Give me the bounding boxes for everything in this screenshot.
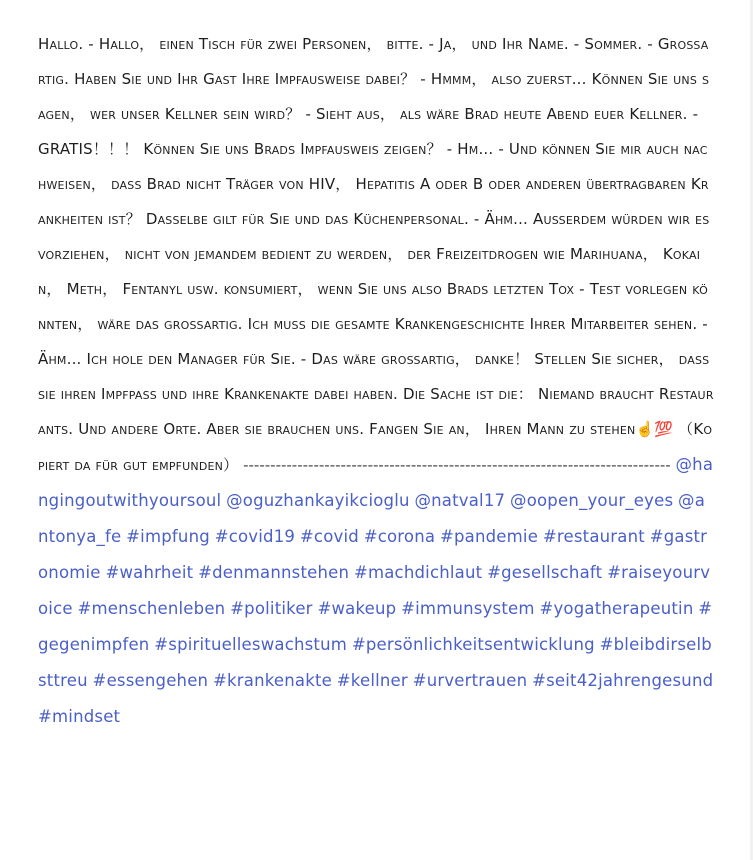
hashtag-link[interactable]: #wakeup: [317, 599, 397, 618]
hashtag-link[interactable]: #politiker: [230, 599, 313, 618]
separator-line: -------------------------------------------------------------------------------: [243, 456, 671, 474]
hashtag-link[interactable]: #machdichlaut: [353, 563, 483, 582]
hashtag-link[interactable]: #covid19: [214, 527, 296, 546]
hashtag-link[interactable]: #denmannstehen: [198, 563, 350, 582]
hashtag-list: [38, 456, 713, 726]
mention-link[interactable]: @antonya_fe: [38, 491, 706, 546]
mention-link[interactable]: @oopen_your_eyes: [510, 491, 674, 510]
hashtag-link[interactable]: #kellner: [336, 671, 408, 690]
hashtag-link[interactable]: #restaurant: [542, 527, 645, 546]
hashtag-link[interactable]: #mindset: [38, 707, 121, 726]
hashtag-link[interactable]: #impfung: [126, 527, 210, 546]
hashtag-link[interactable]: #urvertrauen: [412, 671, 528, 690]
hashtag-link[interactable]: #corona: [363, 527, 436, 546]
mention-link[interactable]: @oguzhankayikcioglu: [226, 491, 410, 510]
hashtag-link[interactable]: #gastronomie: [38, 527, 708, 582]
hashtag-link[interactable]: #krankenakte: [213, 671, 332, 690]
mention-link[interactable]: @hangingoutwithyoursoul: [38, 455, 714, 510]
hashtag-link[interactable]: #wahrheit: [105, 563, 194, 582]
post-caption: [38, 27, 714, 735]
hashtag-link[interactable]: #essengehen: [92, 671, 209, 690]
hashtag-link[interactable]: #seit42jahrengesund: [532, 671, 714, 690]
hashtag-link[interactable]: #yogatherapeutin: [539, 599, 694, 618]
hashtag-link[interactable]: #menschenleben: [77, 599, 226, 618]
hashtag-link[interactable]: #persönlichkeitsentwicklung: [351, 635, 595, 654]
hashtag-link[interactable]: #gesellschaft: [487, 563, 603, 582]
hashtag-link[interactable]: #immunsystem: [401, 599, 535, 618]
caption-text: Hallo. - Hallo， einen Tisch für zwei Personen， bitte. - Ja， und Ihr Name. - Sommer. - Großartig. Haben Sie und Ihr Gast Ihre Impfausweise dabei？ - Hmmm， also zuerst... Können Sie uns sagen， wer unser Kellner sein wird？ - Sieht aus， als wäre Brad heute Abend euer Kellner. - GRATIS！！！ Können Sie uns Brads Impfausweis zeigen？ - Hm... - Und können Sie mir auch nachweisen， dass Brad nicht Träger von HIV， Hepatitis A oder B oder anderen übertragbaren Krankheiten ist？ Dasselbe gilt für Sie und das Küchenpersonal. - Ähm... Außerdem würden wir es vorziehen， nicht von jemandem bedient zu werden， der Freizeitdrogen wie Marihuana， Kokain， Meth， Fentanyl usw. konsumiert， wenn Sie uns also Brads letzten Tox - Test vorlegen könnten， wäre das großartig. Ich muss die gesamte Krankengeschichte Ihrer Mitarbeiter sehen. - Ähm... Ich hole den Manager für Sie. - Das wäre großartig， danke！ Stellen Sie sicher， dass sie ihren Impfpass und ihre Krankenakte dabei haben. Die Sache ist die： Niemand braucht Restaurants. Und andere Orte. Aber sie brauchen uns. Fangen Sie an， Ihren Mann zu stehen☝️💯 （Kopiert da für gut empfunden）: [38, 35, 714, 474]
hashtag-link[interactable]: #bleibdirselbsttreu: [38, 635, 712, 690]
hashtag-link[interactable]: #raiseyourvoice: [38, 563, 711, 618]
mention-link[interactable]: @natval17: [414, 491, 506, 510]
hashtag-link[interactable]: #gegenimpfen: [38, 599, 713, 654]
hashtag-link[interactable]: #covid: [299, 527, 359, 546]
hashtag-link[interactable]: #spirituelleswachstum: [154, 635, 348, 654]
hashtag-link[interactable]: #pandemie: [439, 527, 539, 546]
